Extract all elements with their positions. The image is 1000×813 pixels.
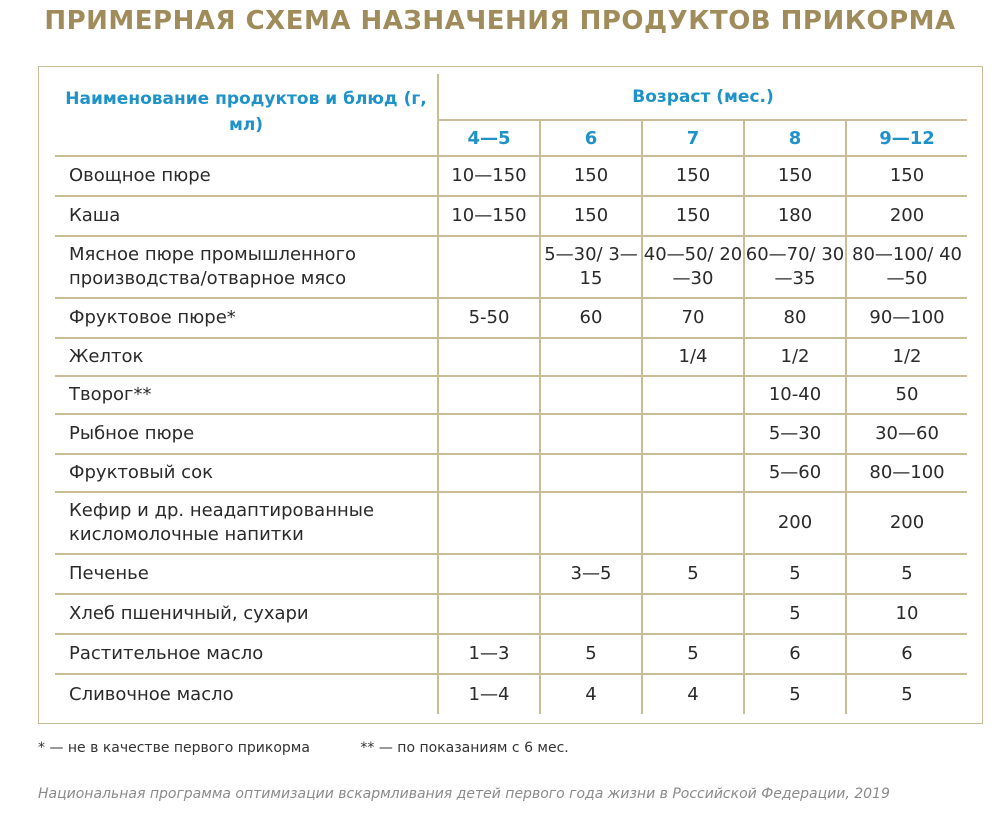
amount-cell: 80—100 bbox=[846, 454, 967, 492]
amount-cell: 200 bbox=[744, 492, 846, 554]
amount-cell bbox=[438, 338, 540, 376]
table-row bbox=[55, 236, 967, 298]
product-name-cell: Хлеб пшеничный, сухари bbox=[55, 594, 438, 634]
amount-cell: 10—150 bbox=[438, 196, 540, 236]
amount-cell: 5 bbox=[744, 554, 846, 594]
amount-cell: 6 bbox=[744, 634, 846, 674]
product-name-cell: Рыбное пюре bbox=[55, 414, 438, 454]
amount-cell: 1—3 bbox=[438, 634, 540, 674]
amount-cell bbox=[438, 454, 540, 492]
amount-cell bbox=[540, 594, 642, 634]
amount-cell: 40—50/ 20—30 bbox=[642, 236, 744, 298]
amount-cell: 150 bbox=[540, 196, 642, 236]
product-name-cell: Кефир и др. неадаптированные кисломолочные напитки bbox=[55, 492, 438, 554]
amount-cell: 1/2 bbox=[846, 338, 967, 376]
product-name-cell: Овощное пюре bbox=[55, 156, 438, 196]
amount-cell: 200 bbox=[846, 196, 967, 236]
amount-cell: 5—30 bbox=[744, 414, 846, 454]
amount-cell bbox=[438, 414, 540, 454]
table-row bbox=[55, 414, 967, 454]
table-row bbox=[55, 674, 967, 714]
amount-cell: 5—30/ 3—15 bbox=[540, 236, 642, 298]
amount-cell: 30—60 bbox=[846, 414, 967, 454]
source-citation: Национальная программа оптимизации вскармливания детей первого года жизни в Российской Федерации, 2019 bbox=[38, 786, 890, 802]
amount-cell: 5 bbox=[846, 674, 967, 714]
product-name-cell: Каша bbox=[55, 196, 438, 236]
table-row bbox=[55, 594, 967, 634]
product-name-cell: Мясное пюре промышленного производства/отварное мясо bbox=[55, 236, 438, 298]
amount-cell: 180 bbox=[744, 196, 846, 236]
table-row bbox=[55, 554, 967, 594]
amount-cell: 60—70/ 30—35 bbox=[744, 236, 846, 298]
amount-cell bbox=[540, 414, 642, 454]
product-column-header: Наименование продуктов и блюд (г, мл) bbox=[55, 74, 438, 156]
amount-cell: 150 bbox=[744, 156, 846, 196]
table-row bbox=[55, 492, 967, 554]
amount-cell: 5 bbox=[846, 554, 967, 594]
amount-cell: 200 bbox=[846, 492, 967, 554]
table-row bbox=[55, 196, 967, 236]
amount-cell: 60 bbox=[540, 298, 642, 338]
product-name-cell: Растительное масло bbox=[55, 634, 438, 674]
amount-cell bbox=[438, 492, 540, 554]
table-row bbox=[55, 376, 967, 414]
table-row bbox=[55, 454, 967, 492]
age-column-3: 7 bbox=[642, 120, 744, 156]
amount-cell: 5 bbox=[540, 634, 642, 674]
table-body bbox=[55, 156, 967, 714]
amount-cell bbox=[540, 492, 642, 554]
product-name-cell: Желток bbox=[55, 338, 438, 376]
product-name-cell: Фруктовое пюре* bbox=[55, 298, 438, 338]
table-row bbox=[55, 634, 967, 674]
amount-cell bbox=[438, 594, 540, 634]
feeding-schedule-table bbox=[55, 74, 967, 714]
amount-cell: 150 bbox=[642, 196, 744, 236]
age-column-2: 6 bbox=[540, 120, 642, 156]
amount-cell bbox=[642, 376, 744, 414]
product-name-cell: Творог** bbox=[55, 376, 438, 414]
amount-cell bbox=[642, 594, 744, 634]
amount-cell: 10-40 bbox=[744, 376, 846, 414]
amount-cell: 5 bbox=[744, 594, 846, 634]
amount-cell bbox=[438, 554, 540, 594]
amount-cell: 150 bbox=[846, 156, 967, 196]
amount-cell bbox=[540, 454, 642, 492]
amount-cell bbox=[438, 376, 540, 414]
amount-cell bbox=[438, 236, 540, 298]
page-title: ПРИМЕРНАЯ СХЕМА НАЗНАЧЕНИЯ ПРОДУКТОВ ПРИКОРМА bbox=[44, 6, 956, 36]
amount-cell: 50 bbox=[846, 376, 967, 414]
amount-cell: 70 bbox=[642, 298, 744, 338]
amount-cell: 3—5 bbox=[540, 554, 642, 594]
table-row bbox=[55, 338, 967, 376]
amount-cell bbox=[642, 414, 744, 454]
age-column-header: Возраст (мес.) bbox=[438, 74, 967, 120]
footnote-1: * — не в качестве первого прикорма bbox=[38, 740, 310, 756]
amount-cell: 1—4 bbox=[438, 674, 540, 714]
product-name-cell: Сливочное масло bbox=[69, 683, 234, 705]
amount-cell: 1/2 bbox=[744, 338, 846, 376]
amount-cell: 4 bbox=[540, 674, 642, 714]
amount-cell: 1/4 bbox=[642, 338, 744, 376]
product-name-cell: Печенье bbox=[55, 554, 438, 594]
amount-cell: 5-50 bbox=[438, 298, 540, 338]
amount-cell: 10—150 bbox=[438, 156, 540, 196]
amount-cell bbox=[642, 492, 744, 554]
amount-cell: 80 bbox=[744, 298, 846, 338]
amount-cell: 5 bbox=[642, 554, 744, 594]
age-column-1: 4—5 bbox=[438, 120, 540, 156]
amount-cell bbox=[540, 376, 642, 414]
amount-cell: 150 bbox=[642, 156, 744, 196]
footnote-2: ** — по показаниям с 6 мес. bbox=[360, 740, 569, 756]
amount-cell: 80—100/ 40—50 bbox=[846, 236, 967, 298]
amount-cell: 5 bbox=[642, 634, 744, 674]
amount-cell bbox=[642, 454, 744, 492]
amount-cell: 90—100 bbox=[846, 298, 967, 338]
age-column-5: 9—12 bbox=[846, 120, 967, 156]
amount-cell: 5—60 bbox=[744, 454, 846, 492]
amount-cell: 5 bbox=[744, 674, 846, 714]
amount-cell: 150 bbox=[540, 156, 642, 196]
table-row bbox=[55, 156, 967, 196]
product-name-cell: Фруктовый сок bbox=[55, 454, 438, 492]
table-row bbox=[55, 298, 967, 338]
amount-cell: 4 bbox=[642, 674, 744, 714]
footnotes bbox=[38, 740, 569, 756]
amount-cell: 6 bbox=[846, 634, 967, 674]
amount-cell: 10 bbox=[846, 594, 967, 634]
amount-cell bbox=[540, 338, 642, 376]
age-column-4: 8 bbox=[744, 120, 846, 156]
